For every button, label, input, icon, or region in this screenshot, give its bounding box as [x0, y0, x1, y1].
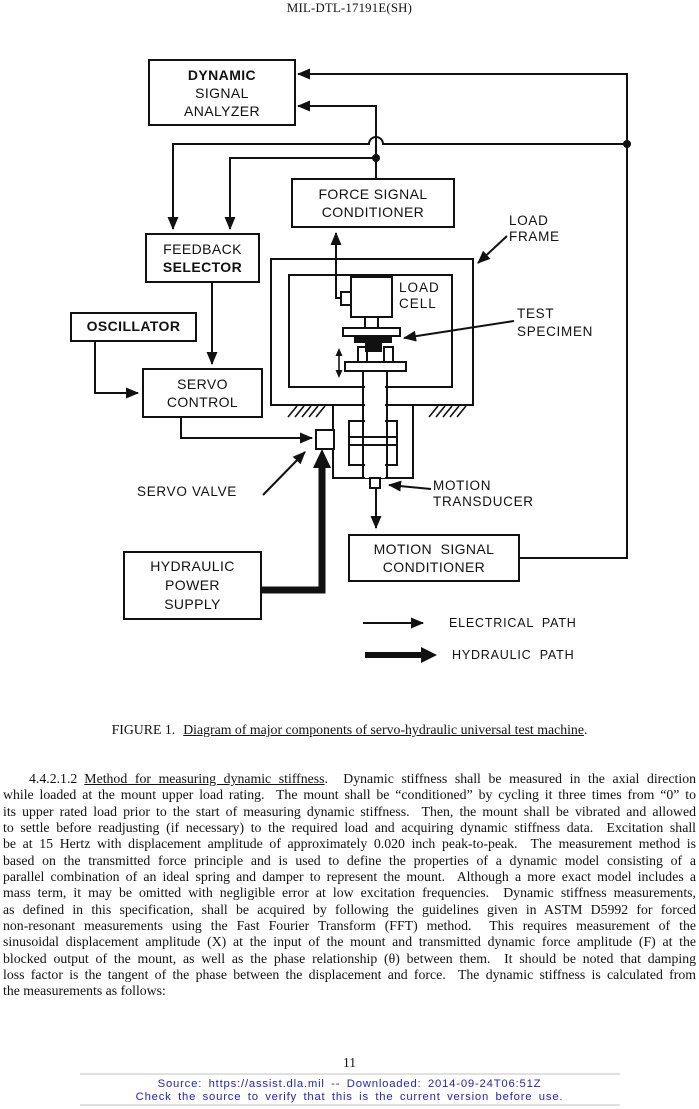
motion-transducer-pointer [389, 485, 431, 489]
paragraph-number: 4.4.2.1.2 [29, 771, 78, 786]
figure-caption-number: FIGURE 1. [111, 722, 176, 737]
motion-signal-conditioner-box: MOTION SIGNAL CONDITIONER [348, 534, 520, 582]
paragraph-title: Method for measuring dynamic stiffness [84, 771, 325, 786]
force-signal-conditioner-box: FORCE SIGNAL CONDITIONER [291, 178, 455, 228]
motion-transducer-label: MOTION TRANSDUCER [433, 478, 534, 509]
page-number: 11 [343, 1055, 356, 1070]
body-line: its upper rated load prior to the start of measuring dynamic stiffness. Then, the mount shall be vibrated and allowed [3, 803, 696, 819]
dynamic-signal-analyzer-box: DYNAMIC SIGNAL ANALYZER [148, 59, 296, 126]
upper-platen-shape [343, 328, 400, 336]
footer-rule-bottom [80, 1104, 620, 1106]
body-line: be at 15 Hertz with displacement amplitude of approximately 0.020 inch peak-to-peak. The measurement method is [3, 836, 696, 852]
servo-valve-pointer [263, 452, 305, 495]
figure-caption-title: Diagram of major components of servo-hydraulic universal test machine [183, 722, 584, 737]
body-line: non-resonant measurements using the Fast Fourier Transform (FFT) method. This requires measurement of the [3, 918, 696, 934]
document-header: MIL-DTL-17191E(SH) [286, 1, 413, 15]
load-frame-label: LOAD FRAME [509, 213, 560, 244]
load-frame-pointer [478, 236, 507, 263]
body-line: based on the transmitted force principle and is used to define the properties of a dynamic model consisting of a [3, 852, 696, 868]
footer-notice-line: Check the source to verify that this is the current version before use. [135, 1091, 564, 1103]
legend-hydraulic-label: HYDRAULIC PATH [452, 648, 575, 662]
body-line: mass term, it may be omitted with negligible error at low excitation frequencies. Dynamic stiffness measurements, [3, 885, 696, 901]
body-line: 4.4.2.1.2 Method for measuring dynamic stiffness. Dynamic stiffness shall be measured in the axial direction [29, 771, 696, 786]
body-line: parallel combination of an ideal spring and damper to represent the mount. Although a more exact model includes a [3, 869, 696, 885]
feedback-selector-box: FEEDBACK SELECTOR [145, 233, 260, 283]
test-specimen-label: TEST SPECIMEN [517, 306, 594, 339]
legend-electrical-label: ELECTRICAL PATH [449, 616, 577, 630]
hydraulic-power-supply-box: HYDRAULIC POWER SUPPLY [123, 551, 262, 620]
body-line: sinusoidal displacement amplitude (X) at the input of the mount and transmitted dynamic force amplitude (F) at the [3, 934, 696, 950]
body-line: blocked output of the mount, as well as the phase relationship (θ) between them. It should be noted that damping [3, 950, 696, 966]
body-line: while loaded at the mount upper load rating. The mount shall be “conditioned” by cycling it three times from “0” to [3, 787, 696, 803]
lower-platen-shape [345, 362, 406, 371]
body-paragraph [3, 771, 696, 1000]
oscillator-box: OSCILLATOR [70, 312, 197, 342]
body-line: as defined in this specification, shall be acquired by following the guidelines given in ASTM D5992 for forced [3, 901, 696, 917]
footer-source-line: Source: https://assist.dla.mil -- Downloaded: 2014-09-24T06:51Z [157, 1078, 542, 1090]
figure-caption: FIGURE 1. Diagram of major components of servo-hydraulic universal test machine. [111, 722, 588, 737]
body-line: the measurements as follows: [3, 983, 166, 999]
servo-valve-shape [316, 430, 334, 449]
servo-valve-label: SERVO VALVE [137, 484, 237, 499]
load-cell-label: LOAD CELL [399, 280, 440, 311]
servo-control-box: SERVO CONTROL [142, 368, 263, 418]
motion-transducer-shape [370, 478, 380, 488]
footer-rule-top [80, 1073, 620, 1075]
body-line: to settle before readjusting (if necessary) to the required load and acquiring dynamic stiffness data. Excitation shall [3, 820, 696, 836]
body-line: loss factor is the tangent of the phase between the displacement and force. The dynamic stiffness is calculated from [3, 967, 696, 983]
